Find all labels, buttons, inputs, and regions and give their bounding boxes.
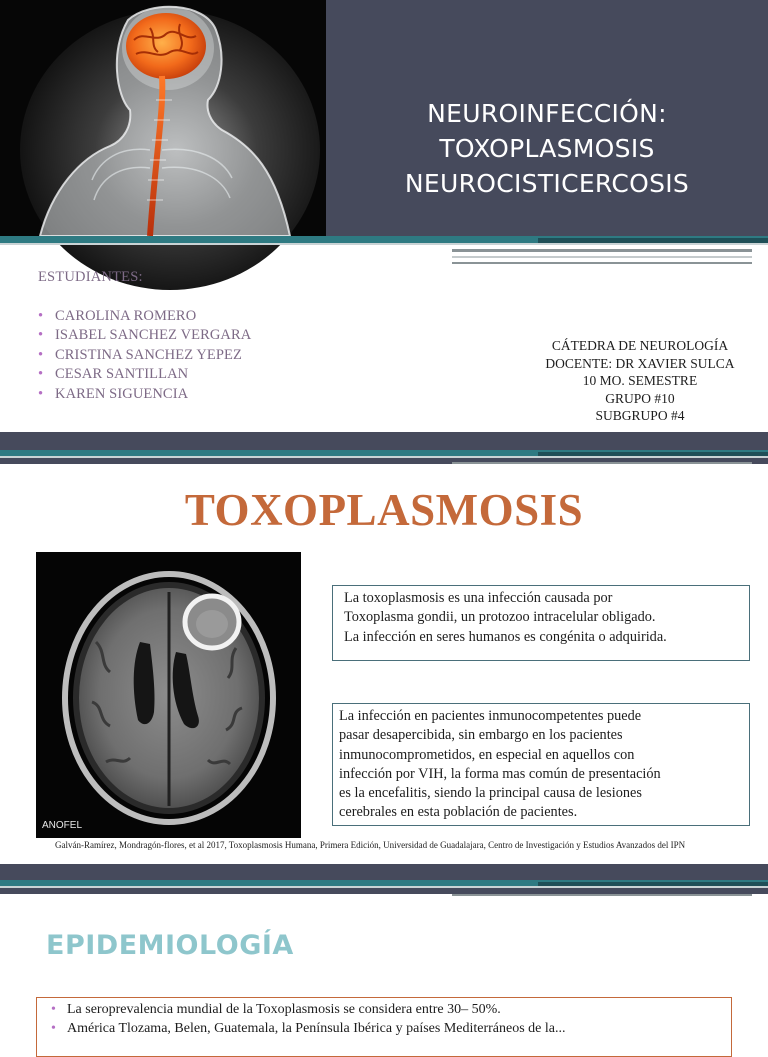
definition-box <box>332 585 750 661</box>
epidemiology-slide <box>0 864 768 1036</box>
epidemiology-item: • América Tlozama, Belen, Guatemala, la Península Ibérica y países Mediterráneos de la... <box>51 1019 731 1038</box>
infection-box <box>332 703 750 826</box>
course-line: CÁTEDRA DE NEUROLOGÍA <box>551 338 729 353</box>
presentation-title <box>326 96 768 201</box>
infection-line: pasar desapercibida, sin embargo en los pacientes <box>339 727 623 744</box>
students-list <box>38 307 251 405</box>
divider-thin <box>0 456 768 458</box>
infection-line: cerebrales en esta población de pacientes. <box>339 804 578 821</box>
divider-thin <box>0 886 768 888</box>
title-line-2: TOXOPLASMOSIS <box>439 134 655 163</box>
epidemiology-item: • La seroprevalencia mundial de la Toxoplasmosis se considera entre 30– 50%. <box>51 1000 731 1019</box>
student-item: • CRISTINA SANCHEZ YEPEZ <box>38 346 251 366</box>
brain-mri-image <box>36 552 301 838</box>
title-slide <box>0 0 768 432</box>
slide-title: TOXOPLASMOSIS <box>184 485 584 535</box>
brain-spine-illustration <box>0 0 326 236</box>
students-heading: ESTUDIANTES: <box>38 269 143 285</box>
divider-thin <box>0 243 768 245</box>
course-line: GRUPO #10 <box>605 390 675 406</box>
definition-line: Toxoplasma gondii, un protozoo intracelular obligado. <box>344 609 656 626</box>
title-line-1: NEUROINFECCIÓN: <box>427 99 667 128</box>
divider-line <box>452 249 752 252</box>
student-item: • KAREN SIGUENCIA <box>38 385 251 405</box>
course-line: 10 MO. SEMESTRE <box>582 373 698 388</box>
divider-line <box>452 462 752 464</box>
course-info <box>522 337 758 425</box>
title-line-3: NEUROCISTICERCOSIS <box>404 169 690 198</box>
infection-line: infección por VIH, la forma mas común de presentación <box>339 765 661 782</box>
divider-line <box>452 262 752 264</box>
student-item: • ISABEL SANCHEZ VERGARA <box>38 326 251 346</box>
course-line: DOCENTE: DR XAVIER SULCA <box>545 355 735 371</box>
student-item: • CESAR SANTILLAN <box>38 365 251 385</box>
students-section <box>38 268 251 404</box>
student-item: • CAROLINA ROMERO <box>38 307 251 327</box>
slide-header-band <box>0 864 768 894</box>
divider-line <box>452 894 752 896</box>
infection-line: La infección en pacientes inmunocompetentes puede <box>339 708 642 724</box>
toxoplasmosis-slide <box>0 432 768 864</box>
definition-line: La toxoplasmosis es una infección causada por <box>344 590 613 606</box>
citation: Galván-Ramírez, Mondragón-flores, et al 2017, Toxoplasmosis Humana, Primera Edición, Universidad de Guadalajara, Centro de Investigación y Estudios Avanzados del IPN <box>55 840 686 850</box>
epidemiology-box <box>36 997 732 1057</box>
slide-title: EPIDEMIOLOGÍA <box>46 930 294 961</box>
image-watermark: ANOFEL <box>42 820 83 831</box>
slide-header-band <box>0 432 768 464</box>
definition-line: La infección en seres humanos es congénita o adquirida. <box>344 628 667 645</box>
infection-line: es la encefalitis, siendo la principal causa de lesiones <box>339 785 642 802</box>
infection-line: inmunocomprometidos, en especial en aquellos con <box>339 746 635 763</box>
course-line: SUBGRUPO #4 <box>595 408 685 423</box>
divider-line <box>452 256 752 258</box>
epidemiology-list <box>51 1000 731 1038</box>
